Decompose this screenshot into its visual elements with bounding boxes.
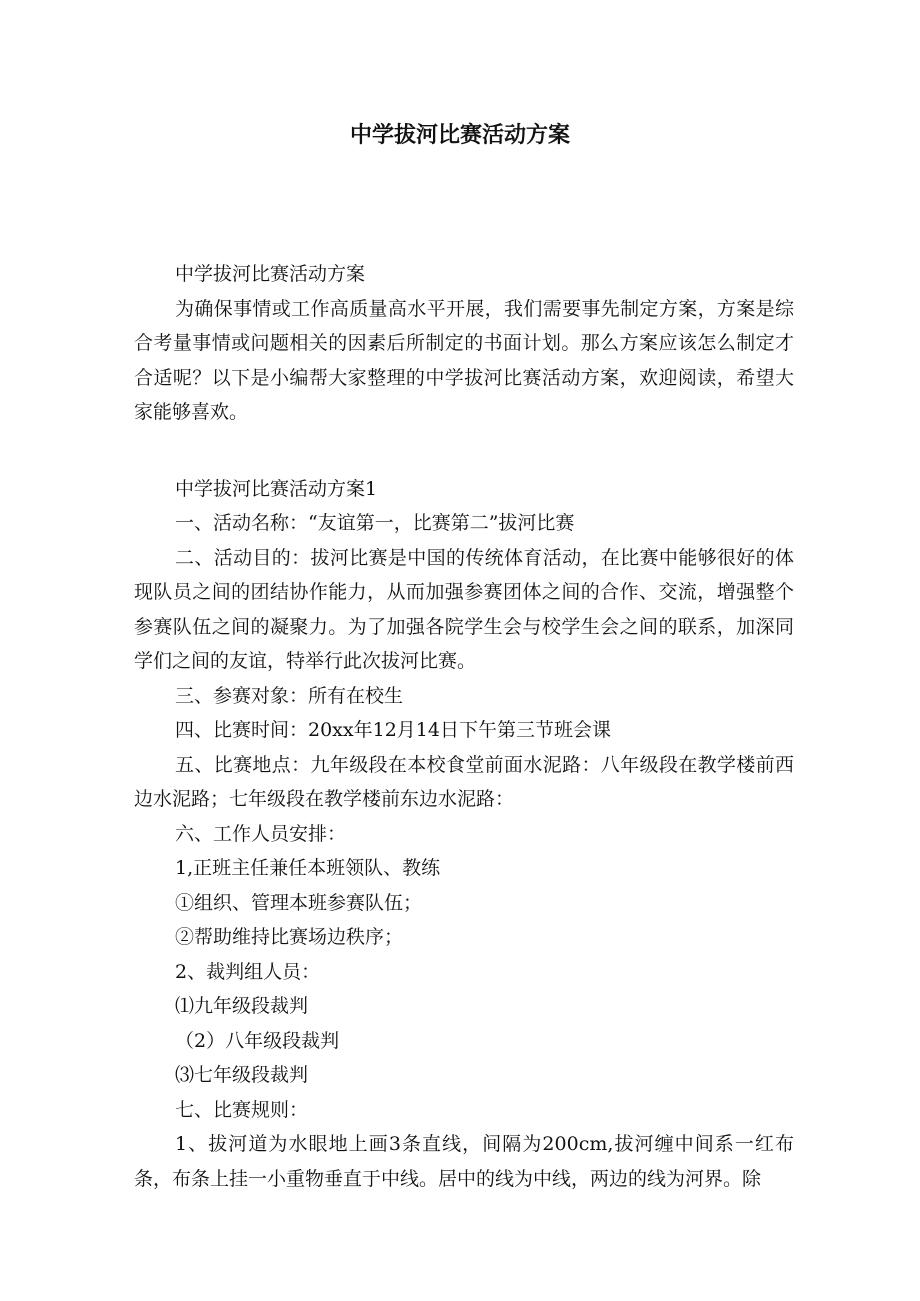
- intro-paragraph: 为确保事情或工作高质量高水平开展，我们需要事先制定方案，方案是综合考量事情或问题相关的因素后所制定的书面计划。那么方案应该怎么制定才合适呢？以下是小编帮大家整理的中学拔河比赛活动方案，欢迎阅读，希望大家能够喜欢。: [134, 297, 794, 423]
- paragraph-organize-team: ①组织、管理本班参赛队伍；: [175, 891, 423, 914]
- paragraph-grade-eight-referee: （2）八年级段裁判: [175, 1029, 340, 1052]
- paragraph-match-rules: 七、比赛规则：: [175, 1098, 309, 1121]
- paragraph-maintain-order: ②帮助维持比赛场边秩序；: [175, 926, 404, 948]
- paragraph-grade-nine-referee: ⑴九年级段裁判: [175, 995, 309, 1017]
- paragraph-participants: 三、参赛对象：所有在校生: [175, 684, 404, 707]
- paragraph-staff-arrangement: 六、工作人员安排：: [175, 822, 347, 845]
- paragraph-activity-purpose: 二、活动目的：拔河比赛是中国的传统体育活动，在比赛中能够很好的体现队员之间的团结协作能力，从而加强参赛团体之间的合作、交流，增强整个参赛队伍之间的凝聚力。为了加强各院学生会与校学生会之间的联系，加深同学们之间的友谊，特举行此次拔河比赛。: [134, 546, 794, 672]
- paragraph-activity-name: 一、活动名称：“友谊第一，比赛第二”拔河比赛: [175, 512, 575, 534]
- paragraph-gap: [134, 430, 794, 472]
- document-body: [134, 257, 794, 1196]
- paragraph-referee-group: 2、裁判组人员：: [175, 960, 321, 983]
- paragraph-grade-seven-referee: ⑶七年级段裁判: [175, 1064, 309, 1086]
- subtitle: 中学拔河比赛活动方案: [175, 263, 366, 285]
- paragraph-rule-one: 1、拔河道为水眼地上画3条直线，间隔为200cm,拔河缠中间系一红布条，布条上挂一小重物垂直于中线。居中的线为中线，两边的线为河界。除: [134, 1133, 794, 1190]
- paragraph-head-teacher: 1,正班主任兼任本班领队、教练: [175, 857, 441, 879]
- document-title: 中学拔河比赛活动方案: [349, 123, 570, 148]
- paragraph-match-location: 五、比赛地点：九年级段在本校食堂前面水泥路：八年级段在教学楼前西边水泥路；七年级段在教学楼前东边水泥路：: [134, 753, 794, 810]
- paragraph-match-time: 四、比赛时间：20xx年12月14日下午第三节班会课: [175, 719, 611, 741]
- section-heading: 中学拔河比赛活动方案1: [175, 477, 378, 500]
